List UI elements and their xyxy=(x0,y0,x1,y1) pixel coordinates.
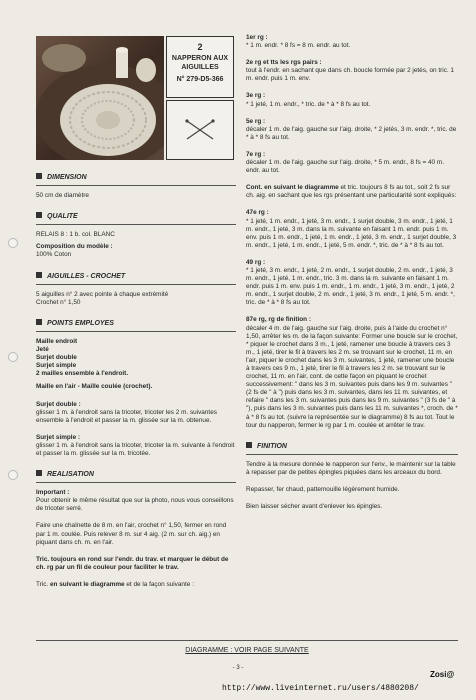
section-aiguilles: AIGUILLES - CROCHET xyxy=(36,272,236,285)
crochet-stitches: Maille en l'air - Maille coulée (crochet). xyxy=(36,383,153,391)
bullet-square-icon xyxy=(36,212,42,218)
important-text: Pour obtenir le même résultat que sur la photo, nous vous conseillons de tricoter serré. xyxy=(36,497,234,513)
needles-line: 5 aiguilles n° 2 avec pointe à chaque extrémité xyxy=(36,290,169,298)
stitch-item: Surjet simple xyxy=(36,362,77,370)
stitch-item: Maille endroit xyxy=(36,337,78,345)
surjet-simple-text: glisser 1 m. à l'endroit sans la tricoter, tricoter la m. suivante à l'endroit et passer la m. glissée sur la m. tricotée. xyxy=(36,441,235,457)
row-5-label: 5e rg : xyxy=(246,117,266,125)
row-2-label: 2e rg et tts les rgs pairs : xyxy=(246,59,322,67)
crossed-needles-icon xyxy=(167,101,233,159)
section-realisation: REALISATION xyxy=(36,470,236,483)
row-87-text: décaler 4 m. de l'aig. gauche sur l'aig. droite, puis à l'aide du crochet n° 1,50, arrêter les m. de la façon suivante: Former une boucle sur le crochet, * piquer le crochet dans 3 m., 1 jeté, ramener une boucle à travers ces 3 m., 1 jeté, tirer le fil à travers les 2 m. se trouvant sur le crochet, 11 m. en l'air, piquer le crochet dans les 3 m. suivantes, 1 jeté, ramener une boucle à travers ces 9 m., 1 jeté, tirer le fil à travers les 2 m. se trouvant sur le crochet, 11 m. en l'air, cont. de cette façon en piquant le crochet successivement: " dans les 3 m. suivantes puis dans les 9 m. suivantes " (2 fs de " à ") puis dans les 3 m. suivantes, dans les 11 m. suivantes, et refaire " dans les 3 m. suivantes puis dans les 9 m. suivantes " (3 fs de " à "), puis dans les 3 m. suivantes puis dans les 11 m. suivantes *, croch. de * à * 8 fs au tot. (suivre la représentée sur le diagramme) 8 fs au tot. Tout le tour du napperon, fermer le rg par 1 m. coulée et arrêter le trav. xyxy=(246,324,458,429)
row-87-label: 87e rg, rg de finition : xyxy=(246,316,311,324)
pattern-id-box xyxy=(166,36,234,98)
finition-para-1: Tendre à la mesure donnée le napperon sur l'env., le maintenir sur la table à repasser par de petites épingles piquées dans les arceaux du bord. xyxy=(246,460,456,476)
continue-text: Cont. en suivant le diagramme et tric. toujours 8 fs au tot., soit 2 fs sur ch. aig. en sachant que les rgs présentant une particularité sont expliqués: xyxy=(246,184,457,200)
section-qualite: QUALITE xyxy=(36,212,236,225)
section-finition: FINITION xyxy=(246,442,458,455)
signature-watermark: Zosi@ xyxy=(430,670,455,679)
doily-photo xyxy=(36,36,164,160)
punch-hole xyxy=(8,238,18,248)
right-column xyxy=(246,34,458,515)
bullet-square-icon xyxy=(36,272,42,278)
row-1-label: 1er rg : xyxy=(246,34,268,41)
stitch-item: Jeté xyxy=(36,346,49,354)
stitch-item: Surjet double xyxy=(36,354,77,362)
realisation-para-2: Tric. toujours en rond sur l'endr. du trav. et marquer le début de ch. rg par un fil de couleur pour faciliter le trav. xyxy=(36,555,229,571)
row-7-text: décaler 1 m. de l'aig. gauche sur l'aig. droite, * 5 m. endr., 8 fs = 40 m. endr. au tot. xyxy=(246,159,444,175)
row-3-label: 3e rg : xyxy=(246,92,266,100)
bullet-square-icon xyxy=(36,173,42,179)
page-number: - 3 - xyxy=(232,665,244,671)
bullet-square-icon xyxy=(36,470,42,476)
realisation-para-3: Tric. en suivant le diagramme et de la façon suivante : xyxy=(36,580,194,588)
row-2-text: tout à l'endr. en sachant que dans ch. boucle formée par 2 jetés, on tric. 1 m. endr. puis 1 m. env. xyxy=(246,67,454,83)
surjet-simple-label: Surjet simple : xyxy=(36,433,81,441)
stitch-item: 2 mailles ensemble à l'endroit. xyxy=(36,370,129,378)
row-5-text: décaler 1 m. de l'aig. gauche sur l'aig. droite, * 2 jetés, 3 m. endr. *, tric. de * à * 8 fs au tot. xyxy=(246,125,457,141)
row-49-label: 49 rg : xyxy=(246,258,266,266)
section-dimension: DIMENSION xyxy=(36,173,236,186)
pattern-title: NAPPERON AUX AIGUILLES xyxy=(171,55,229,71)
finition-para-2: Repasser, fer chaud, pattemouille légèrement humide. xyxy=(246,486,400,494)
yarn-relais: RELAIS 8 : 1 b. col. BLANC xyxy=(36,231,115,239)
bullet-square-icon xyxy=(36,319,42,325)
finition-para-3: Bien laisser sécher avant d'enlever les épingles. xyxy=(246,503,383,511)
row-47-label: 47e rg : xyxy=(246,209,269,217)
bullet-square-icon xyxy=(246,442,252,448)
pattern-code: N° 279-D5-366 xyxy=(176,76,224,83)
pattern-number: 2 xyxy=(197,42,203,52)
stitch-list xyxy=(36,338,236,378)
surjet-double-label: Surjet double : xyxy=(36,400,81,408)
row-47-text: * 1 jeté, 1 m. endr., 1 jeté, 3 m. endr., 1 surjet double, 3 m. endr., 1 jeté, 1 m. endr., 1 jeté, 3 m. dans la m. suivante en faisant 1 m. endr. puis 1 m. env. puis 1 m. endr., 1 jeté, 1 m. endr., 1 jeté, 3 m. endr., 1 surjet double, 3 m. endr., 1 jeté, 1 m. endr., 1 jeté, 5 m. endr. *, tric. de * à * 8 fs au tot. xyxy=(246,217,457,249)
punch-hole xyxy=(8,352,18,362)
needle-symbol-box xyxy=(166,100,234,160)
realisation-para-1: Faire une chaînette de 8 m. en l'air, crochet n° 1,50, fermer en rond par 1 m. coulée. Puis relever 8 m. sur 4 aig. (2 m. sur ch. aig.) en piquant dans ch. m. en l'air. xyxy=(36,522,227,546)
row-3-text: * 1 jeté, 1 m. endr., * tric. de * à * 8 fs au tot. xyxy=(246,100,371,108)
important-label: Important : xyxy=(36,489,70,497)
composition-label: Composition du modèle : xyxy=(36,243,113,251)
doily-illustration xyxy=(36,36,164,160)
row-49-text: * 1 jeté, 3 m. endr., 1 jeté, 2 m. endr., 1 surjet double, 2 m. endr., 1 jeté, 3 m. endr., 1 jeté, 1 m. endr., tric. 3 m. dans la m. suivante en faisant 1 m. endr. puis 1 m. env. puis 1 m. endr., 1 m. endr., 1 jeté, 3 m. endr., 1 jeté, 2 m. endr., 1 surjet double, 2 m. endr., 1 jeté, 3 m. endr., 1 jeté, 5 m. endr. *, tric. de * à * 8 fs au tot. xyxy=(246,266,455,307)
dimension-text: 50 cm de diamètre xyxy=(36,192,89,200)
surjet-double-text: glisser 1 m. à l'endroit sans la tricoter, tricoter les 2 m. suivantes ensemble à l'endroit et passer la m. glissée sur la m. obtenue. xyxy=(36,408,217,424)
left-column xyxy=(36,170,236,593)
row-7-label: 7e rg : xyxy=(246,150,266,158)
diagram-note: DIAGRAMME : VOIR PAGE SUIVANTE xyxy=(36,640,458,654)
hook-line: Crochet n° 1,50 xyxy=(36,298,81,306)
composition-value: 100% Coton xyxy=(36,251,72,259)
row-1-text: * 1 m. endr. * 8 fs = 8 m. endr. au tot. xyxy=(246,42,351,50)
source-url-watermark: http://www.liveinternet.ru/users/4880208/ xyxy=(222,684,419,693)
punch-hole xyxy=(8,470,18,480)
section-points: POINTS EMPLOYES xyxy=(36,319,236,332)
